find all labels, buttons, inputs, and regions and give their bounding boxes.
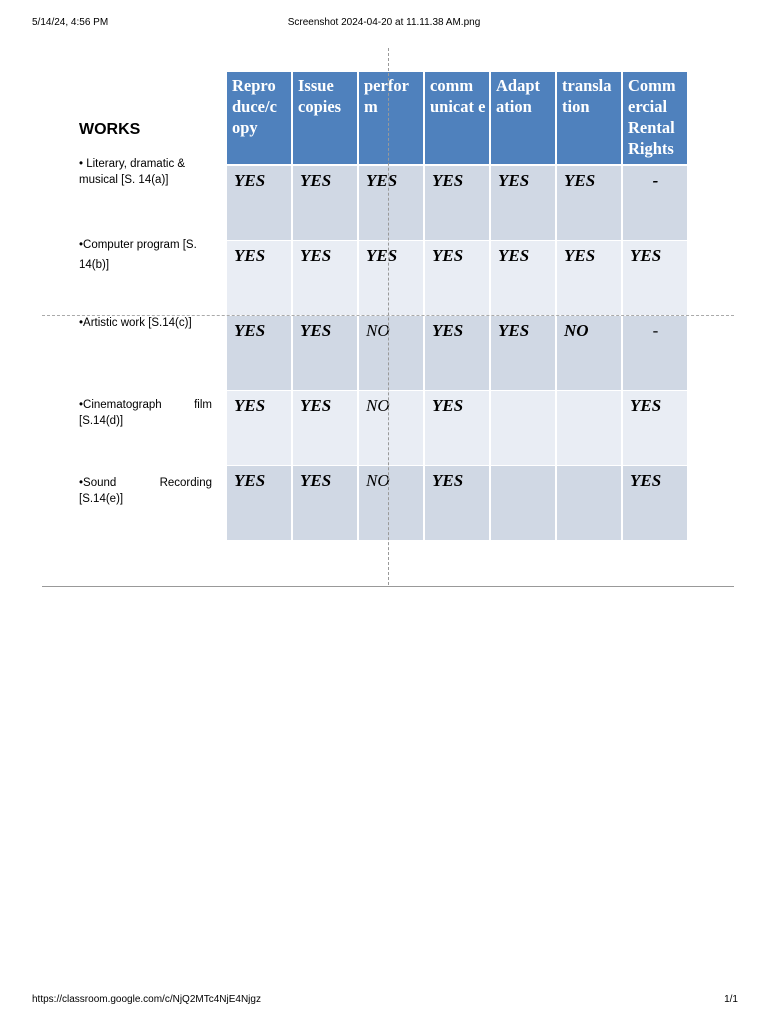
table-cell: NO xyxy=(359,466,423,541)
table-cell: YES xyxy=(227,241,291,316)
table-row xyxy=(227,466,687,541)
table-cell: YES xyxy=(359,166,423,241)
table-cell: NO xyxy=(359,391,423,466)
table-cell: YES xyxy=(359,241,423,316)
table-cell: YES xyxy=(623,391,687,466)
header-perform: perfor m xyxy=(359,72,423,166)
table-cell xyxy=(557,391,621,466)
table-cell: YES xyxy=(623,241,687,316)
header-communicate: comm unicat e xyxy=(425,72,489,166)
table-cell: YES xyxy=(557,241,621,316)
table-cell: YES xyxy=(491,241,555,316)
table-header-row xyxy=(227,72,687,166)
table-cell xyxy=(557,466,621,541)
table-cell: YES xyxy=(491,316,555,391)
table-cell: YES xyxy=(293,166,357,241)
table-cell: YES xyxy=(227,316,291,391)
table-cell: YES xyxy=(491,166,555,241)
table-cell: YES xyxy=(293,241,357,316)
table-cell: - xyxy=(623,166,687,241)
print-date: 5/14/24, 4:56 PM xyxy=(32,17,109,28)
header-issue-copies: Issue copies xyxy=(293,72,357,166)
table-cell: YES xyxy=(293,316,357,391)
work-label-artistic: •Artistic work [S.14(c)] xyxy=(79,317,192,329)
work-label-computer-program: •Computer program [S. 14(b)] xyxy=(79,239,197,271)
table-cell: YES xyxy=(425,316,489,391)
header-commercial-rental: Comm ercial Rental Rights xyxy=(623,72,687,166)
header-adaptation: Adapt ation xyxy=(491,72,555,166)
table-cell: NO xyxy=(557,316,621,391)
table-cell: YES xyxy=(227,166,291,241)
print-url: https://classroom.google.com/c/NjQ2MTc4NjE4Njgz xyxy=(32,994,261,1005)
rights-table xyxy=(225,72,689,541)
print-title: Screenshot 2024-04-20 at 11.11.38 AM.png xyxy=(287,17,481,28)
table-cell xyxy=(491,391,555,466)
table-cell: NO xyxy=(359,316,423,391)
table-cell: YES xyxy=(425,166,489,241)
crop-guide-vertical xyxy=(388,48,389,585)
table-row xyxy=(227,166,687,241)
work-label-sound-recording: •Sound Recording [S.14(e)] xyxy=(79,477,212,505)
table-cell: YES xyxy=(227,391,291,466)
table-cell: YES xyxy=(557,166,621,241)
table-row xyxy=(227,391,687,466)
work-label-literary: • Literary, dramatic & musical [S. 14(a)] xyxy=(79,158,186,186)
divider xyxy=(42,586,734,587)
table-cell: YES xyxy=(425,466,489,541)
table-cell: YES xyxy=(293,466,357,541)
table-cell: YES xyxy=(227,466,291,541)
table-cell xyxy=(491,466,555,541)
work-label-cinematograph: •Cinematograph film [S.14(d)] xyxy=(79,399,212,427)
crop-guide-horizontal xyxy=(42,315,734,316)
table-cell: YES xyxy=(293,391,357,466)
table-cell: YES xyxy=(425,391,489,466)
header-translation: transla tion xyxy=(557,72,621,166)
table-row xyxy=(227,316,687,391)
table-row xyxy=(227,241,687,316)
table-cell: YES xyxy=(425,241,489,316)
print-page-number: 1/1 xyxy=(724,994,738,1005)
table-cell: - xyxy=(623,316,687,391)
table-cell: YES xyxy=(623,466,687,541)
header-reproduce: Repro duce/c opy xyxy=(227,72,291,166)
works-title: WORKS xyxy=(79,121,141,138)
